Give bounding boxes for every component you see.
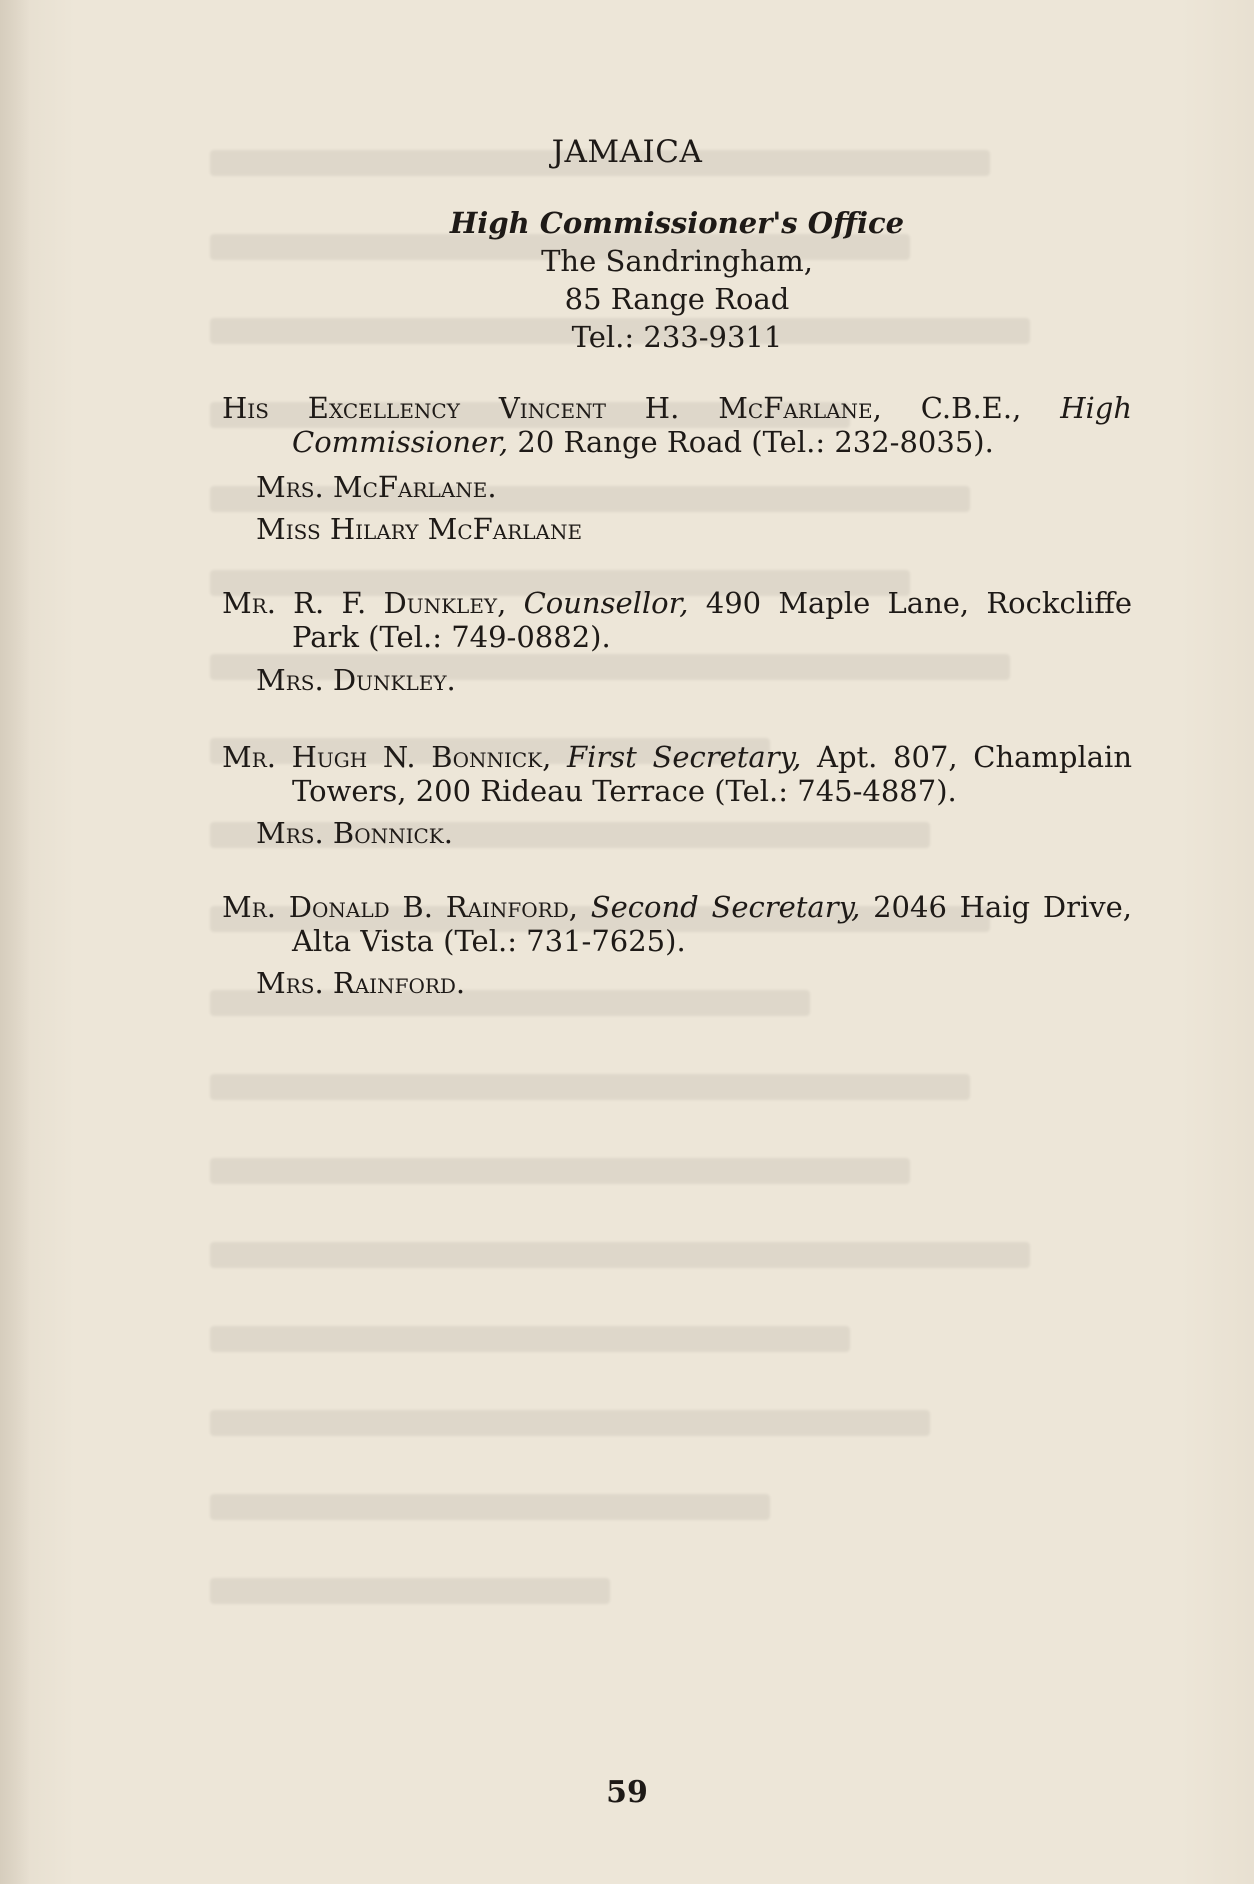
- entry-first-secretary: [222, 740, 1132, 808]
- office-address-line2: 85 Range Road: [564, 282, 790, 316]
- entry-counsellor: [222, 586, 1132, 654]
- entry-role: First Secretary,: [567, 740, 802, 774]
- office-block: [0, 204, 1254, 356]
- entry-role: Counsellor,: [523, 586, 689, 620]
- entry-name: His Excellency Vincent H. McFarlane, C.B.E.,: [222, 391, 1022, 425]
- country-heading: JAMAICA: [551, 134, 703, 170]
- office-title: High Commissioner's Office: [449, 206, 905, 240]
- entry-spouse: Mrs. Rainford.: [256, 966, 466, 1000]
- office-phone: Tel.: 233-9311: [571, 320, 783, 354]
- entry-details: 2046 Haig Drive, Alta Vista (Tel.: 731-7625).: [292, 890, 1132, 958]
- entry-high-commissioner: [222, 391, 1132, 459]
- entry-name: Mr. R. F. Dunkley,: [222, 586, 507, 620]
- entry-family-member: Miss Hilary McFarlane: [256, 512, 583, 546]
- page-number: 59: [606, 1775, 648, 1810]
- entry-second-secretary: [222, 890, 1132, 958]
- office-address-line1: The Sandringham,: [541, 244, 813, 278]
- entry-role: High Commissioner,: [292, 391, 1133, 459]
- entry-spouse: Mrs. Dunkley.: [256, 663, 456, 697]
- entry-details: Apt. 807, Champlain Towers, 200 Rideau Terrace (Tel.: 745-4887).: [292, 740, 1133, 808]
- entry-role: Second Secretary,: [590, 890, 861, 924]
- entry-spouse: Mrs. McFarlane.: [256, 470, 497, 504]
- entry-name: Mr. Donald B. Rainford,: [222, 890, 578, 924]
- entry-details: 20 Range Road (Tel.: 232-8035).: [517, 425, 994, 459]
- entry-spouse: Mrs. Bonnick.: [256, 816, 453, 850]
- entry-details: 490 Maple Lane, Rockcliffe Park (Tel.: 749-0882).: [292, 586, 1133, 654]
- entry-name: Mr. Hugh N. Bonnick,: [222, 740, 552, 774]
